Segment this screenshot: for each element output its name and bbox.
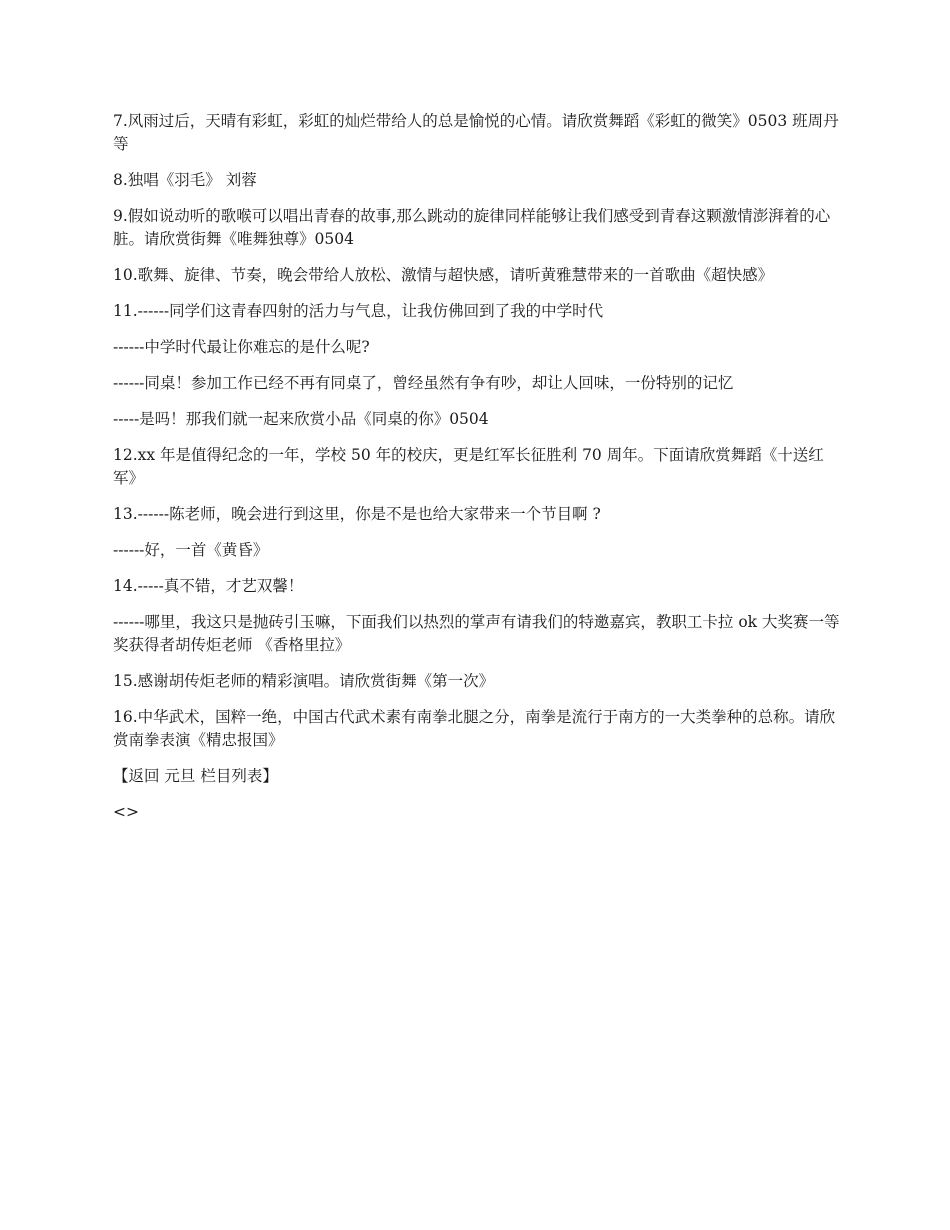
- paragraph-11-dialogue-4: -----是吗！那我们就一起来欣赏小品《同桌的你》0504: [113, 410, 489, 428]
- paragraph-11-dialogue-3: ------同桌！参加工作已经不再有同桌了，曾经虽然有争有吵，却让人回味，一份特别的记忆: [113, 374, 734, 392]
- paragraph-13-dialogue-1: 13.------陈老师，晚会进行到这里，你是不是也给大家带来一个节目啊 ?: [113, 505, 601, 523]
- paragraph-10-song: 10.歌舞、旋律、节奏，晚会带给人放松、激情与超快感，请听黄雅慧带来的一首歌曲《超快感》: [113, 266, 774, 284]
- paragraph-8-solo-song: 8.独唱《羽毛》 刘蓉: [113, 171, 257, 189]
- paragraph-11-dialogue-1: 11.------同学们这青春四射的活力与气息，让我仿佛回到了我的中学时代: [113, 302, 604, 320]
- paragraph-14-dialogue-1: 14.-----真不错，才艺双馨！: [113, 577, 304, 595]
- paragraph-9-street-dance: 9.假如说动听的歌喉可以唱出青春的故事,那么跳动的旋律同样能够让我们感受到青春这颗激情澎湃着的心脏。请欣赏街舞《唯舞独尊》0504: [113, 207, 831, 248]
- paragraph-16-martial-arts: 16.中华武术，国粹一绝，中国古代武术素有南拳北腿之分，南拳是流行于南方的一大类拳种的总称。请欣赏南拳表演《精忠报国》: [113, 708, 836, 749]
- return-to-list-link[interactable]: 【返回 元旦 栏目列表】: [113, 767, 278, 785]
- trailing-brackets: <>: [113, 803, 139, 821]
- paragraph-13-dialogue-2: ------好，一首《黄昏》: [113, 541, 269, 559]
- paragraph-12-red-army-dance: 12.xx 年是值得纪念的一年，学校 50 年的校庆，更是红军长征胜利 70 周年。下面请欣赏舞蹈《十送红军》: [113, 446, 824, 487]
- paragraph-15-street-dance: 15.感谢胡传炬老师的精彩演唱。请欣赏街舞《第一次》: [113, 672, 495, 690]
- paragraph-7-rainbow-dance: 7.风雨过后，天晴有彩虹，彩虹的灿烂带给人的总是愉悦的心情。请欣赏舞蹈《彩虹的微笑》0503 班周丹等: [113, 112, 839, 153]
- document-page: [113, 110, 843, 837]
- paragraph-11-dialogue-2: ------中学时代最让你难忘的是什么呢?: [113, 338, 370, 356]
- paragraph-14-dialogue-2: ------哪里，我这只是抛砖引玉嘛，下面我们以热烈的掌声有请我们的特邀嘉宾，教职工卡拉 ok 大奖赛一等奖获得者胡传炬老师 《香格里拉》: [113, 613, 840, 654]
